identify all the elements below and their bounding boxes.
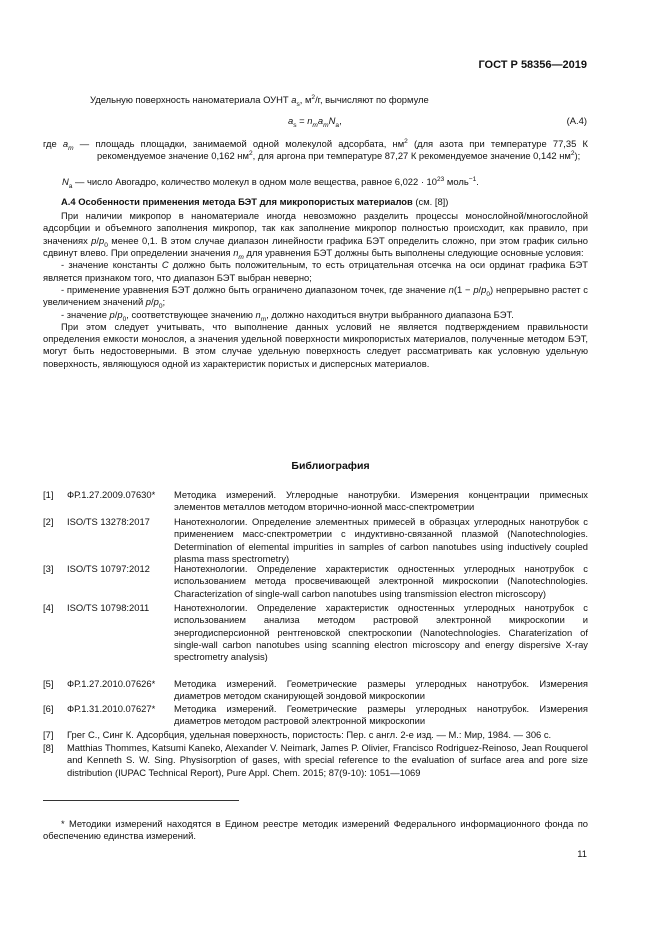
bib-item-7: [7] Грег С., Синг К. Адсорбция, удельная поверхность, пористость: Пер. с англ. 2-е изд. — М.: Мир, 1984. — 306 с.	[43, 729, 552, 740]
page-number: 11	[577, 848, 587, 859]
footnote: * Методики измерений находятся в Едином реестре методик измерений Федерального информационного фонда по обеспечению единства измерений.	[43, 818, 588, 842]
paragraph-2: При этом следует учитывать, что выполнение данных условий не является подтверждением правильности определения емкости монослоя, а значения удельной поверхности микропористых материалов, полученные методом БЭТ, могут быть недостоверными. В этом случае удельную поверхность следует рассматривать как условную удельную поверхность, являющуюся одной из характеристик пористых и дисперсных материалов.	[43, 320, 588, 369]
bib-item-8: [8] Matthias Thommes, Katsumi Kaneko, Alexander V. Neimark, James P. Olivier, Francisco Rodriguez-Reinoso, Jean Rouquerol and Kenneth S. W. Sing. Physisorption of gases, with special reference to the evaluation of surface area and pore size distribution (IUPAC Technical Report), Pure Appl. Chem. 2015; 87(9-10): 1051—1069	[43, 742, 588, 778]
bib-item-1: [1] ФР.1.27.2009.07630* Методика измерений. Углеродные нанотрубки. Измерения концентрации примесных элементов металлов методом вторично-ионной масс-спектрометрии	[43, 489, 588, 513]
section-body	[43, 210, 588, 370]
bib-item-2: [2] ISO/TS 13278:2017 Нанотехнологии. Определение элементных примесей в образцах углеродных нанотрубок с применением масс-спектрометрии с индуктивно-связанной плазмой (Nanotechnologies. Determination of elemental impurities in samples of carbon nanotubes using inductively coupled plasma mass spectrometry)	[43, 516, 588, 564]
condition-1: - значение константы C должно быть положительным, то есть отрицательная отсечка на оси ординат графика БЭТ является признаком того, что диапазон БЭТ выбран неверно;	[43, 259, 588, 283]
bib-item-6: [6] ФР.1.31.2010.07627* Методика измерений. Геометрические размеры углеродных нанотрубок. Измерения диаметров методом растровой электронной микроскопии	[43, 703, 588, 727]
condition-3: - значение $p/p_0$, соответствующее значению $n_m$, должно находиться внутри выбранного диапазона БЭТ.	[61, 308, 514, 323]
intro-sentence: Удельную поверхность наноматериала ОУНТ $a_s$, $м^2/г$, вычисляют по формуле	[90, 93, 429, 108]
where-am: где $a_m$ — площадь площадки, занимаемой одной молекулой адсорбата, $нм^2$ (для азота при температуре 77,35 К рекомендуемое значение 0,162 $нм^2$, для аргона при температуре 87,27 К рекомендуемое значение 0,142 $нм^2$);	[43, 137, 588, 162]
paragraph-1: При наличии микропор в наноматериале иногда невозможно разделить процессы монослойной/многослойной адсорбции и объемного заполнения микропор, так как заполнение микропор полностью происходит, как правило, при значениях $p/p_0$ менее 0,1. В этом случае диапазон линейности графика БЭТ определить сложно, при этом график сильно сдвинут влево. При определении значения $n_m$ для уравнения БЭТ должны быть выполнены следующие основные условия:	[43, 210, 588, 261]
bib-item-3: [3] ISO/TS 10797:2012 Нанотехнологии. Определение характеристик одностенных углеродных нанотрубок с использованием метода просвечивающей электронной микроскопии (Nanotechnologies. Characterization of single-wall carbon nanotubes using transmission electron microscopy)	[43, 563, 588, 599]
standard-header: ГОСТ Р 58356—2019	[478, 59, 587, 71]
bib-item-5: [5] ФР.1.27.2010.07626* Методика измерений. Геометрические размеры углеродных нанотрубок. Измерения диаметров методом сканирующей зондовой микроскопии	[43, 678, 588, 702]
formula-number: (А.4)	[566, 115, 587, 126]
bibliography-title: Библиография	[291, 460, 370, 472]
where-na: $N_a$ — число Авогадро, количество молекул в одном моле вещества, равное $6,022 \cdot 10^{23}$ моль$^{-1}$.	[62, 175, 479, 190]
condition-2: - применение уравнения БЭТ должно быть ограничено диапазоном точек, где значение $n(1 - p/p_0)$ непрерывно растет с увеличением значений $p/p_0$;	[43, 283, 588, 311]
bib-item-4: [4] ISO/TS 10798:2011 Нанотехнологии. Определение характеристик одностенных углеродных нанотрубок с использованием анализа методом растровой электронной микроскопии и энергодисперсионной рентгеновской спектроскопии (Nanotechnologies. Charaterization of single-wall carbon nanotubes using scanning electron microscopy and energy dispersive X-ray spectrometry analysis)	[43, 602, 588, 663]
formula-a4: $a_s = n_ma_mN_a$,	[288, 115, 342, 129]
section-heading: А.4 Особенности применения метода БЭТ для микропористых материалов (см. [8])	[61, 196, 449, 207]
footnote-divider	[43, 800, 239, 801]
